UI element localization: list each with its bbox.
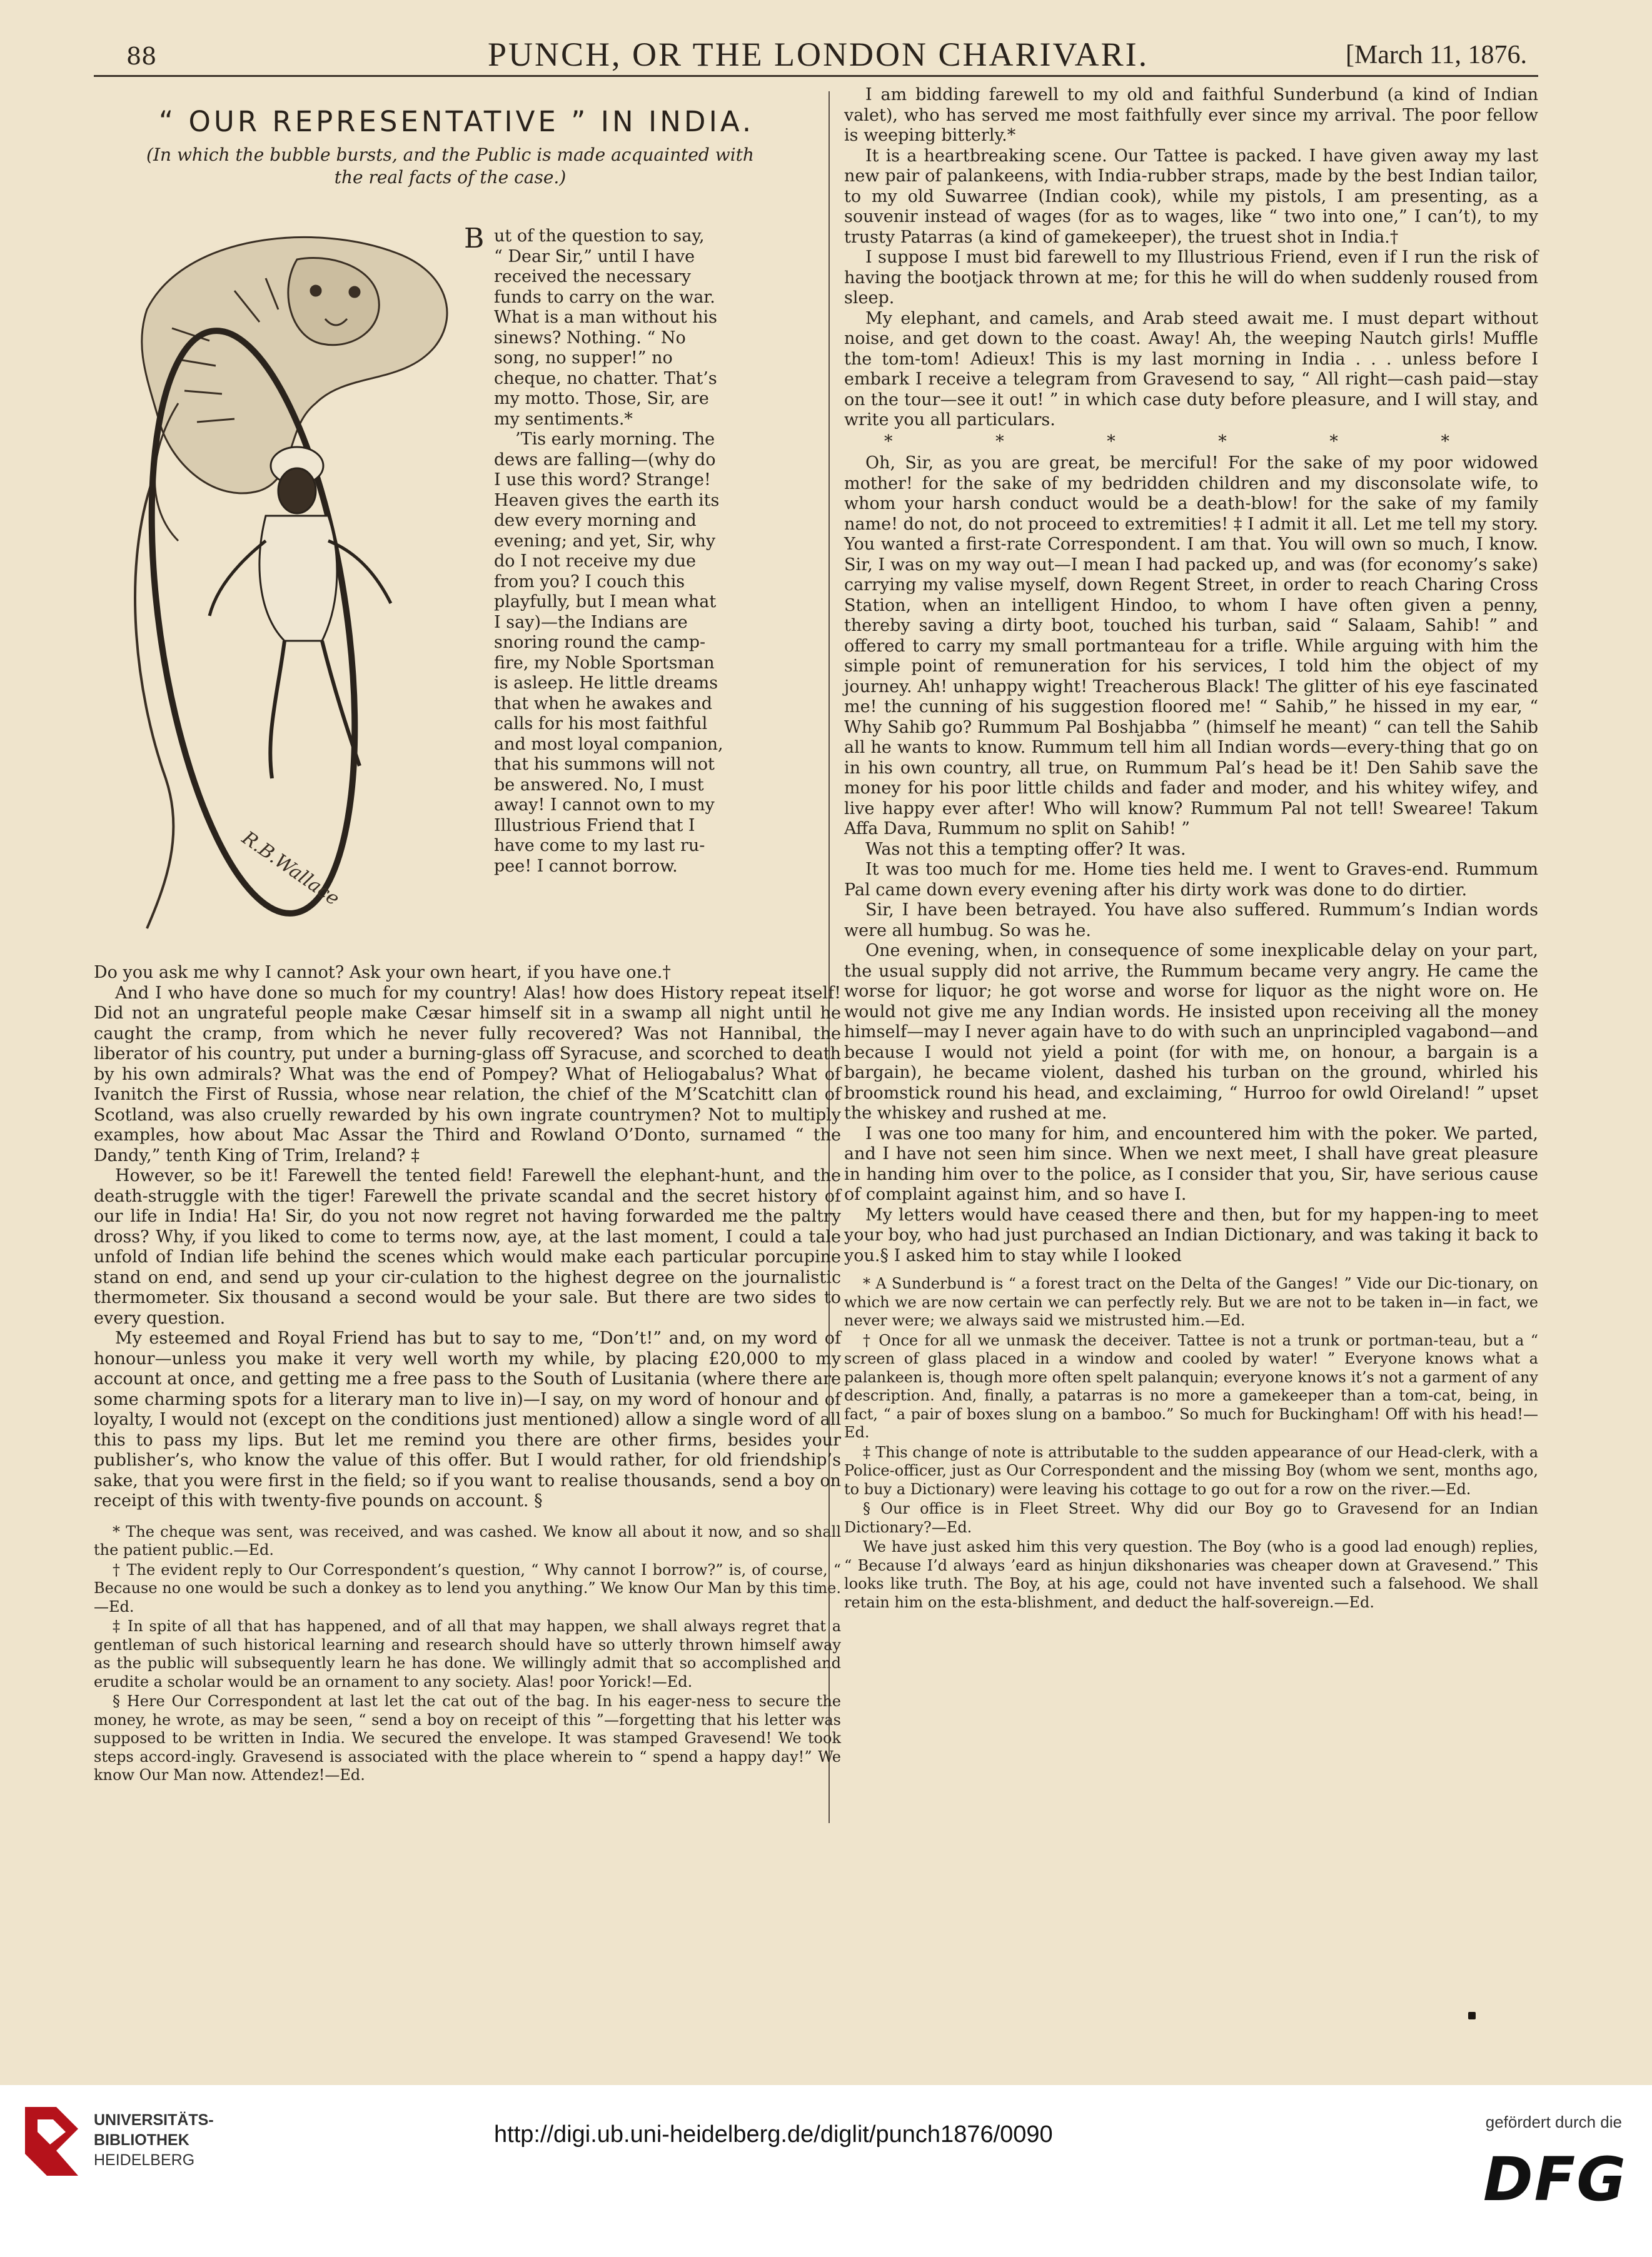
library-line-3: HEIDELBERG [94, 2151, 195, 2169]
paragraph: Do you ask me why I cannot? Ask your own heart, if you have one.† [94, 963, 671, 982]
text-line: ’Tis early morning. The [515, 430, 715, 449]
footnote: ‡ In spite of all that has happened, and of all that may happen, we shall always regret that a gentleman of such historical learning and research should have so utterly thrown himself away as the public will subsequently learn he has done. We willingly admit that so accomplished and erudite a scholar would be an ornament to any society. Alas! poor Yorick!—Ed. [94, 1617, 841, 1691]
footnote: † Once for all we unmask the deceiver. Tattee is not a trunk or portman-teau, but a “ screen of glass placed in a window and cooled by water! ” Everyone knows what a palankeen is, though more often spelt palanquin; everyone knows it’s not a garment of any description. And, finally, a patarras is no more a gamekeeper than a tom-cat, being, in fact, “ a pair of boxes slung on a bamboo.” So much for Buckingham! Off with his head!—Ed. [844, 1331, 1538, 1441]
footnote: * A Sunderbund is “ a forest tract on the Delta of the Ganges! ” Vide our Dic-tionary, on which we are now certain we can perfectly rely. But we are not to be taken in—in fact, we never were; we always said we mistrusted him.—Ed. [844, 1275, 1538, 1329]
issue-date: [March 11, 1876. [1345, 41, 1527, 69]
text-line: song, no supper!” no [494, 348, 673, 368]
footnote: § Here Our Correspondent at last let the cat out of the bag. In his eager-ness to secure the money, he wrote, as may be seen, “ send a boy on receipt of this ”—forgetting that his letter was supposed to be written in India. We secured the envelope. It was stamped Gravesend! We took steps accord-ingly. Gravesend is associated with the place wherein to “ spend a happy day!” We know Our Man now. Attendez!—Ed. [94, 1692, 841, 1784]
text-line: funds to carry on the war. [494, 287, 715, 307]
masthead-title: PUNCH, OR THE LONDON CHARIVARI. [488, 36, 1149, 73]
text-line: I say)—the Indians are [494, 612, 688, 632]
library-line-1: UNIVERSITÄTS- [94, 2111, 214, 2129]
paragraph: Oh, Sir, as you are great, be merciful! For the sake of my poor widowed mother! for the sake of my bedridden children and my disconsolate wife, to whom your harsh conduct would be a death-blow! for the sake of my family name! do not, do not proceed to extremities! ‡ I admit it all. Let me tell my story. You wanted a first-rate Correspondent. I am that. You will own so much, I know. Sir, I was on my way out—I mean I had packed up, and was (for economy’s sake) carrying my valise myself, down Regent Street, in order to reach Charing Cross Station, when an intelligent Hindoo, to whom I have often given a penny, thereby saving a dirty boot, touched his turban, said “ Salaam, Sahib! ” and offered to carry my small portmanteau for a trifle. While arguing with him the simple point of remuneration for his services, I told him the object of my journey. Ah! unhappy wight! Treacherous Black! The glitter of his eye fascinated me! the cunning of his suggestion floored me! “ Sahib,” he hissed in my ear, “ Why Sahib go? Rummum Pal Boshjabba ” (himself he meant) “ can tell the Sahib all he wants to know. Rummum tell him all Indian words—every-thing that go on in his own country, all true, on Rummum Pal’s head be it! Den Sahib save the money for his poor little childs and fader and moder, and his whitey wifey, and live happy ever after! Who will know? Rummum Pal not tell! Swearee! Takum Affa Dava, Rummum no split on Sahib! ” [844, 453, 1538, 838]
footnote: § Our office is in Fleet Street. Why did our Boy go to Gravesend for an Indian Dictionary?—Ed. [844, 1500, 1538, 1536]
text-line: do I not receive my due [494, 551, 696, 571]
subtitle-line-2: the real facts of the case.) [334, 167, 567, 188]
narrow-paragraph-1 [494, 226, 825, 430]
footnote: ‡ This change of note is attributable to the sudden appearance of our Head-clerk, with a Police-officer, just as Our Correspondent and the missing Boy (whom we sent, months ago, to buy a Dictionary) were leaving his cottage to go out for a row on the river.—Ed. [844, 1443, 1538, 1498]
footnote: We have just asked him this very question. The Boy (who is a good lad enough) replies, “ Because I’d always ’eard as hinjun dikshonaries was cheaper down at Gravesend.” This looks like truth. The Boy, at his age, could not have invented such a falsehood. We shall retain him on the esta-blishment, and deduct the half-sovereign.—Ed. [844, 1538, 1538, 1611]
paragraph: I am bidding farewell to my old and faithful Sunderbund (a kind of Indian valet), who has served me most faithfully ever since my arrival. The poor fellow is weeping bitterly.* [844, 85, 1538, 145]
paragraph: My esteemed and Royal Friend has but to say to me, “Don’t!” and, on my word of honour—unless you make it very well worth my while, by placing £20,000 to my account at once, and getting me a free pass to the South of Lusitania (where there are some charming spots for a literary man to live in)—I say, on my word of honour and of loyalty, I would not (except on the conditions just mentioned) allow a single word of all this to pass my lips. But let me remind you there are other firms, besides your publisher’s, who know the value of this offer. But I would rather, for old friendship’s sake, that you were first in the field; so if you want to realise thousands, send a boy on receipt of this with twenty-five pounds on account. § [94, 1329, 841, 1511]
paragraph: Sir, I have been betrayed. You have also suffered. Rummum’s Indian words were all humbug. So was he. [844, 900, 1538, 940]
right-column [844, 85, 1538, 1613]
footnote: * The cheque was sent, was received, and was cashed. We know all about it now, and so shall the patient public.—Ed. [94, 1522, 841, 1559]
text-line: is asleep. He little dreams [494, 673, 718, 693]
text-line: received the necessary [494, 267, 691, 286]
narrow-column [494, 226, 825, 877]
paragraph: I suppose I must bid farewell to my Illustrious Friend, even if I run the risk of having the bootjack thrown at me; for this he will do when suddenly roused from sleep. [844, 248, 1538, 308]
text-line: dews are falling—(why do [494, 450, 716, 470]
text-line: evening; and yet, Sir, why [494, 531, 716, 551]
university-library-name [94, 2110, 214, 2170]
paragraph: My letters would have ceased there and then, but for my happen-ing to meet your boy, who had just purchased an Indian Dictionary, and was taking it back to you.§ I asked him to stay while I looked [844, 1205, 1538, 1265]
text-line: away! I cannot own to my [494, 795, 715, 815]
text-line: ut of the question to say, [494, 226, 705, 246]
section-break-stars: * * * * * * [884, 431, 1498, 451]
paragraph: Was not this a tempting offer? It was. [865, 839, 1186, 859]
left-footnotes [94, 1523, 841, 1785]
text-line: fire, my Noble Sportsman [494, 653, 715, 673]
right-footnotes [844, 1275, 1538, 1612]
text-line: calls for his most faithful [494, 714, 708, 733]
drop-cap: B [464, 223, 485, 254]
paragraph: It is a heartbreaking scene. Our Tattee is packed. I have given away my last new pair of palankeens, with India-rubber straps, made by the best Indian tailor, to my old Suwarree (Indian cook), while my pistols, I am presenting, as a souvenir instead of wages (for as to wages, like “ two into one,” I can’t), to my trusty Patarras (a kind of gamekeeper), the truest shot in India.† [844, 146, 1538, 247]
narrow-paragraph-2 [494, 430, 825, 877]
left-column [94, 963, 841, 1786]
text-line: What is a man without his [494, 308, 718, 327]
text-line: dew every morning and [494, 511, 697, 530]
article-title: “ OUR REPRESENTATIVE ” IN INDIA. [158, 105, 755, 138]
text-line: pee! I cannot borrow. [494, 856, 678, 876]
illustration-signature: R.B.Wallace [238, 827, 344, 910]
tiger-hoop-illustration [109, 216, 510, 972]
text-line: “ Dear Sir,” until I have [494, 246, 695, 266]
text-line: and most loyal companion, [494, 734, 723, 754]
text-line: my sentiments.* [494, 409, 633, 429]
paragraph: One evening, when, in consequence of some inexplicable delay on your part, the usual supply did not arrive, the Rummum became very angry. He came the worse for liquor; he got worse and worse for liquor as the night wore on. He would not give me any Indian words. He insisted upon receiving all the money himself—may I never again have to do with such an unprincipled vagabond—and because I would not yield a point (for with me, on honour, a bargain is a bargain), he became violent, dashed his turban on the ground, whirled his broomstick round his head, and exclaiming, “ Hurroo for owld Oireland! ” upset the whiskey and rushed at me. [844, 941, 1538, 1123]
library-line-2: BIBLIOTHEK [94, 2131, 189, 2149]
figure-icon [209, 447, 391, 778]
text-line: sinews? Nothing. “ No [494, 328, 686, 348]
text-line: I use this word? Strange! [494, 470, 711, 490]
text-line: Illustrious Friend that I [494, 815, 695, 835]
article-subtitle [94, 144, 807, 189]
page-number: 88 [126, 43, 157, 70]
paragraph: I was one too many for him, and encountered him with the poker. We parted, and I have not seen him since. When we next meet, I shall have great pleasure in handing him over to the police, as I consider that you, Sir, have serious cause of complaint against him, and so have I. [844, 1123, 1538, 1204]
paragraph: And I who have done so much for my country! Alas! how does History repeat itself! Did not an ungrateful people make Cæsar himself sit in a swamp all night until he caught the cramp, from which he never fully recovered? Was not Hannibal, the liberator of his country, put under a burning-glass off Syracuse, and scorched to death by his own admirals? What was the end of Pompey? What of Heliogabalus? What of Ivanitch the First of Russia, whose near relation, the chief of the M’Scatchitt clan of Scotland, was also cruelly rewarded by his own ingrate countrymen? Not to multiply examples, how about Mac Assar the Third and Rowland O’Donto, surnamed “ the Dandy,” tenth King of Trim, Ireland? ‡ [94, 983, 841, 1165]
ornament-dot [1468, 2012, 1476, 2019]
text-line: from you? I couch this [494, 571, 685, 591]
paragraph: My elephant, and camels, and Arab steed await me. I must depart without noise, and get down to the coast. Away! Ah, the weeping Nautch girls! Muffle the tom-tom! Adieux! This is my last morning in India . . . unless before I embark I receive a telegram from Gravesend to say, “ All right—cash paid—stay on the tour—see it out! ” in which case duty before pleasure, and I will stay, and write you all particulars. [844, 308, 1538, 430]
text-line: my motto. Those, Sir, are [494, 389, 709, 408]
text-line: be answered. No, I must [494, 775, 704, 795]
permalink-url[interactable]: http://digi.ub.uni-heidelberg.de/diglit/punch1876/0090 [494, 2121, 1053, 2148]
digitization-footer [0, 2085, 1652, 2257]
text-line: that when he awakes and [494, 693, 713, 713]
text-line: Heaven gives the earth its [494, 490, 720, 510]
text-line: snoring round the camp- [494, 633, 706, 652]
funded-by-label: gefördert durch die [1485, 2113, 1622, 2131]
dfg-logo: DFG [1483, 2144, 1627, 2214]
footnote: † The evident reply to Our Correspondent’s question, “ Why cannot I borrow?” is, of course, “ Because no one would be such a donkey as to lend you anything.” We know Our Man by this time.—Ed. [94, 1561, 841, 1616]
paragraph: It was too much for me. Home ties held me. I went to Graves-end. Rummum Pal came down every evening after his dirty work was done to do dirtier. [844, 860, 1538, 900]
text-line: that his summons will not [494, 755, 715, 774]
text-line: cheque, no chatter. That’s [494, 368, 717, 388]
text-line: playfully, but I mean what [494, 592, 717, 611]
paragraph: However, so be it! Farewell the tented field! Farewell the elephant-hunt, and the death-struggle with the tiger! Farewell the private scandal and the secret history of our life in India! Ha! Sir, do you not now regret not having forwarded me the paltry dross? Why, if you liked to come to terms now, aye, at the last moment, I could a tale unfold of Indian life behind the scenes which would make each particular porcupine stand on end, and send up your cir-culation to the highest degree on the journalistic thermometer. Six thousand a second would be your sale. But there are two sides to every question. [94, 1166, 841, 1328]
university-library-logo-icon [19, 2101, 84, 2182]
text-line: have come to my last ru- [494, 836, 705, 855]
page-header [94, 25, 1538, 77]
subtitle-line-1: (In which the bubble bursts, and the Public is made acquainted with [146, 144, 754, 165]
